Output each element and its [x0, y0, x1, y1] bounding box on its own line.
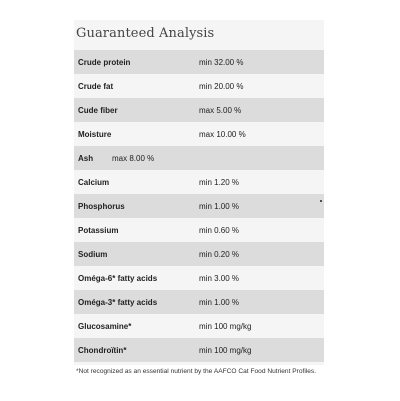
row-value: min 1.20 % [199, 178, 240, 187]
dot-mark [320, 200, 322, 202]
table-row-crude-protein [74, 50, 324, 74]
table-row-phosphorus [74, 194, 324, 218]
row-value: min 100 mg/kg [199, 322, 252, 331]
row-label: Calcium [78, 178, 110, 187]
row-value: min 32.00 % [199, 58, 244, 67]
row-value: min 1.00 % [199, 298, 240, 307]
table-row-calcium [74, 170, 324, 194]
table-row-glucosamine [74, 314, 324, 338]
table-row-sodium [74, 242, 324, 266]
row-value: max 5.00 % [199, 106, 242, 115]
footnote: *Not recognized as an essential nutrient by the AAFCO Cat Food Nutrient Profiles. [76, 368, 317, 375]
row-value: min 3.00 % [199, 274, 240, 283]
row-value: min 0.60 % [199, 226, 240, 235]
row-label: Moisture [78, 130, 112, 139]
row-label: Glucosamine* [78, 322, 132, 331]
row-value: min 0.20 % [199, 250, 240, 259]
row-value: max 8.00 % [112, 154, 155, 163]
row-value: min 20.00 % [199, 82, 244, 91]
row-label: Ash [78, 154, 94, 163]
row-value: min 1.00 % [199, 202, 240, 211]
table-row-moisture [74, 122, 324, 146]
analysis-table [74, 50, 324, 362]
table-row-chondroitin [74, 338, 324, 362]
row-label: Oméga-3* fatty acids [78, 298, 158, 307]
table-row-ash [74, 146, 324, 170]
row-label: Cude fiber [78, 106, 118, 115]
row-label: Oméga-6* fatty acids [78, 274, 158, 283]
row-label: Crude protein [78, 58, 131, 67]
table-row-omega-3 [74, 290, 324, 314]
row-value: max 10.00 % [199, 130, 246, 139]
table-row-potassium [74, 218, 324, 242]
page-title: Guaranteed Analysis [76, 26, 215, 41]
row-label: Potassium [78, 226, 119, 235]
row-label: Phosphorus [78, 202, 125, 211]
row-label: Chondroïtin* [78, 346, 127, 355]
row-label: Crude fat [78, 82, 114, 91]
table-row-omega-6 [74, 266, 324, 290]
row-label: Sodium [78, 250, 108, 259]
row-value: min 100 mg/kg [199, 346, 252, 355]
table-row-crude-fat [74, 74, 324, 98]
table-row-fiber [74, 98, 324, 122]
